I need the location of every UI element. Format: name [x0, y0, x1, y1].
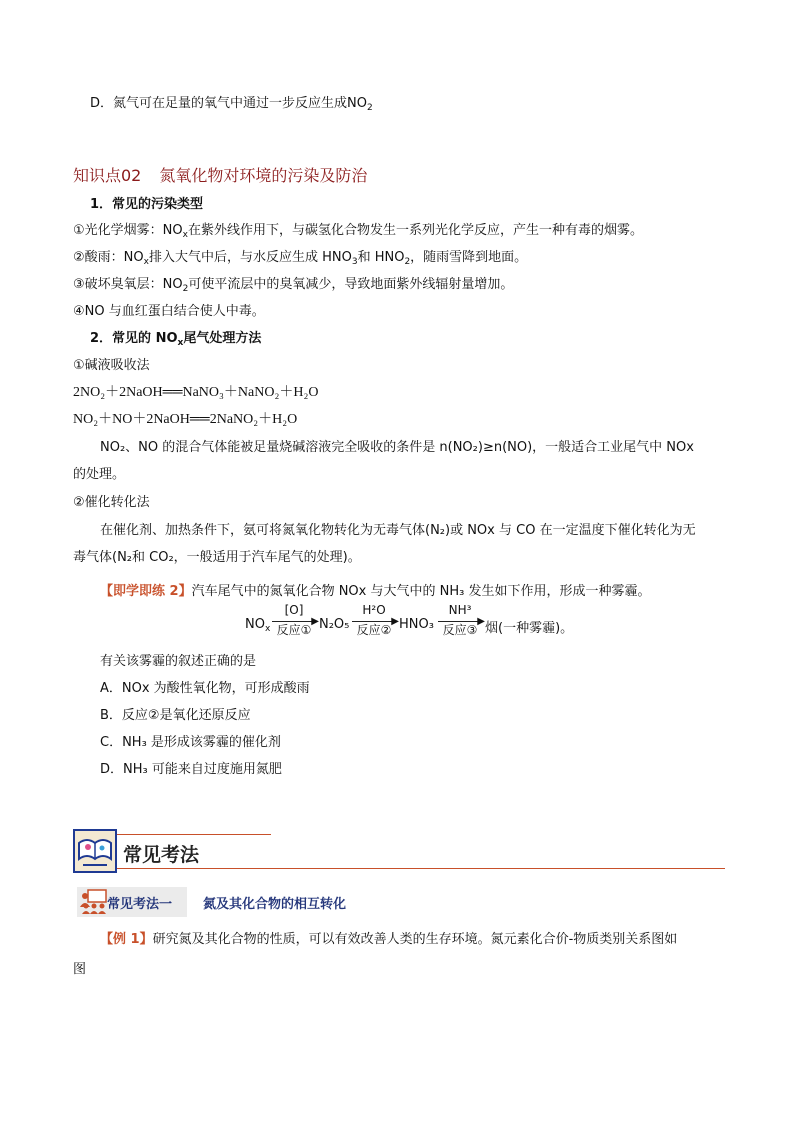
alkali-method-label: ①碱液吸收法: [73, 358, 150, 373]
example-1-line1: 【例 1】研究氮及其化合物的性质，可以有效改善人类的生存环境。氮元素化合价-物质类别关系图如: [100, 932, 678, 947]
practice-question: 有关该雾霾的叙述正确的是: [100, 654, 257, 669]
equation-2: NO₂＋NO＋2NaOH══2NaNO₂＋H₂O: [73, 412, 298, 427]
pollution-item-smog: ①光化学烟雾：$NO_x$在紫外线作用下，与碳氢化合物发生一系列光化学反应，产生一种有毒的烟雾。: [73, 223, 643, 240]
treatment-heading: 2．常见的 $NO_x$尾气处理方法: [90, 331, 262, 348]
chain-species-hno3: HNO₃: [399, 617, 434, 632]
reaction-chain: [245, 603, 645, 643]
equation-1: 2NO₂＋2NaOH══NaNO₃＋NaNO₂＋H₂O: [73, 385, 319, 400]
method-label: 常见考法一: [107, 897, 173, 912]
practice-option-b: B．反应②是氧化还原反应: [100, 708, 251, 723]
catalytic-method-label: ②催化转化法: [73, 495, 150, 510]
chain-product-smog: 烟(一种雾霾)。: [485, 621, 574, 636]
example-1-label: 【例 1】: [100, 932, 153, 947]
pollution-item-acid-rain: ②酸雨：$NO_x$排入大气中后，与水反应生成 $HNO_3$和 $HNO_2$，随雨雪降到地面。: [73, 250, 528, 267]
section-title: 常见考法: [123, 844, 200, 866]
book-icon: [73, 829, 117, 873]
chain-arrow-2: H²O ▶ 反应②: [352, 603, 396, 643]
catalytic-text-line2: 毒气体(N₂和 CO₂，一般适用于汽车尾气的处理)。: [73, 550, 361, 565]
practice-option-c: C．NH₃ 是形成该雾霾的催化剂: [100, 735, 281, 750]
pollution-types-heading: 1．常见的污染类型: [90, 197, 204, 212]
chain-species-n2o5: N₂O₅: [319, 617, 350, 632]
practice-option-a: A．NOx 为酸性氧化物，可形成酸雨: [100, 681, 310, 696]
absorption-condition-line1: NO₂、NO 的混合气体能被足量烧碱溶液完全吸收的条件是 n(NO₂)≥n(NO)，一般适合工业尾气中 NOx: [100, 440, 694, 455]
pollution-item-ozone: ③破坏臭氧层：$NO_2$可使平流层中的臭氧减少，导致地面紫外线辐射量增加。: [73, 277, 514, 294]
knowledge-point-label: 知识点02: [73, 166, 142, 185]
practice-option-d: D．NH₃ 可能来自过度施用氮肥: [100, 762, 282, 777]
section-header: [73, 826, 725, 874]
chain-arrow-1: [O] ▶ 反应①: [272, 603, 316, 643]
chain-arrow-3: NH³ ▶ 反应③: [438, 603, 482, 643]
method-title: 氮及其化合物的相互转化: [203, 897, 347, 912]
knowledge-point-title: [73, 163, 367, 186]
practice-label: 【即学即练 2】: [100, 584, 192, 599]
method-label-box: [77, 887, 187, 917]
absorption-condition-line2: 的处理。: [73, 467, 126, 482]
pollution-item-no-poisoning: ④NO 与血红蛋白结合使人中毒。: [73, 304, 265, 319]
practice-stem: 【即学即练 2】汽车尾气中的氮氧化合物 NOx 与大气中的 NH₃ 发生如下作用，形成一种雾霾。: [100, 584, 651, 599]
example-1-line2: 图: [73, 962, 87, 977]
knowledge-point-heading: 氮氧化物对环境的污染及防治: [159, 166, 368, 185]
option-d-previous: D．氮气可在足量的氧气中通过一步反应生成$NO_2$: [90, 96, 373, 113]
catalytic-text-line1: 在催化剂、加热条件下，氨可将氮氧化物转化为无毒气体(N₂)或 NOx 与 CO 在一定温度下催化转化为无: [100, 523, 696, 538]
teacher-icon: [79, 889, 107, 915]
chain-species-nox: $NO_x$: [245, 617, 271, 634]
